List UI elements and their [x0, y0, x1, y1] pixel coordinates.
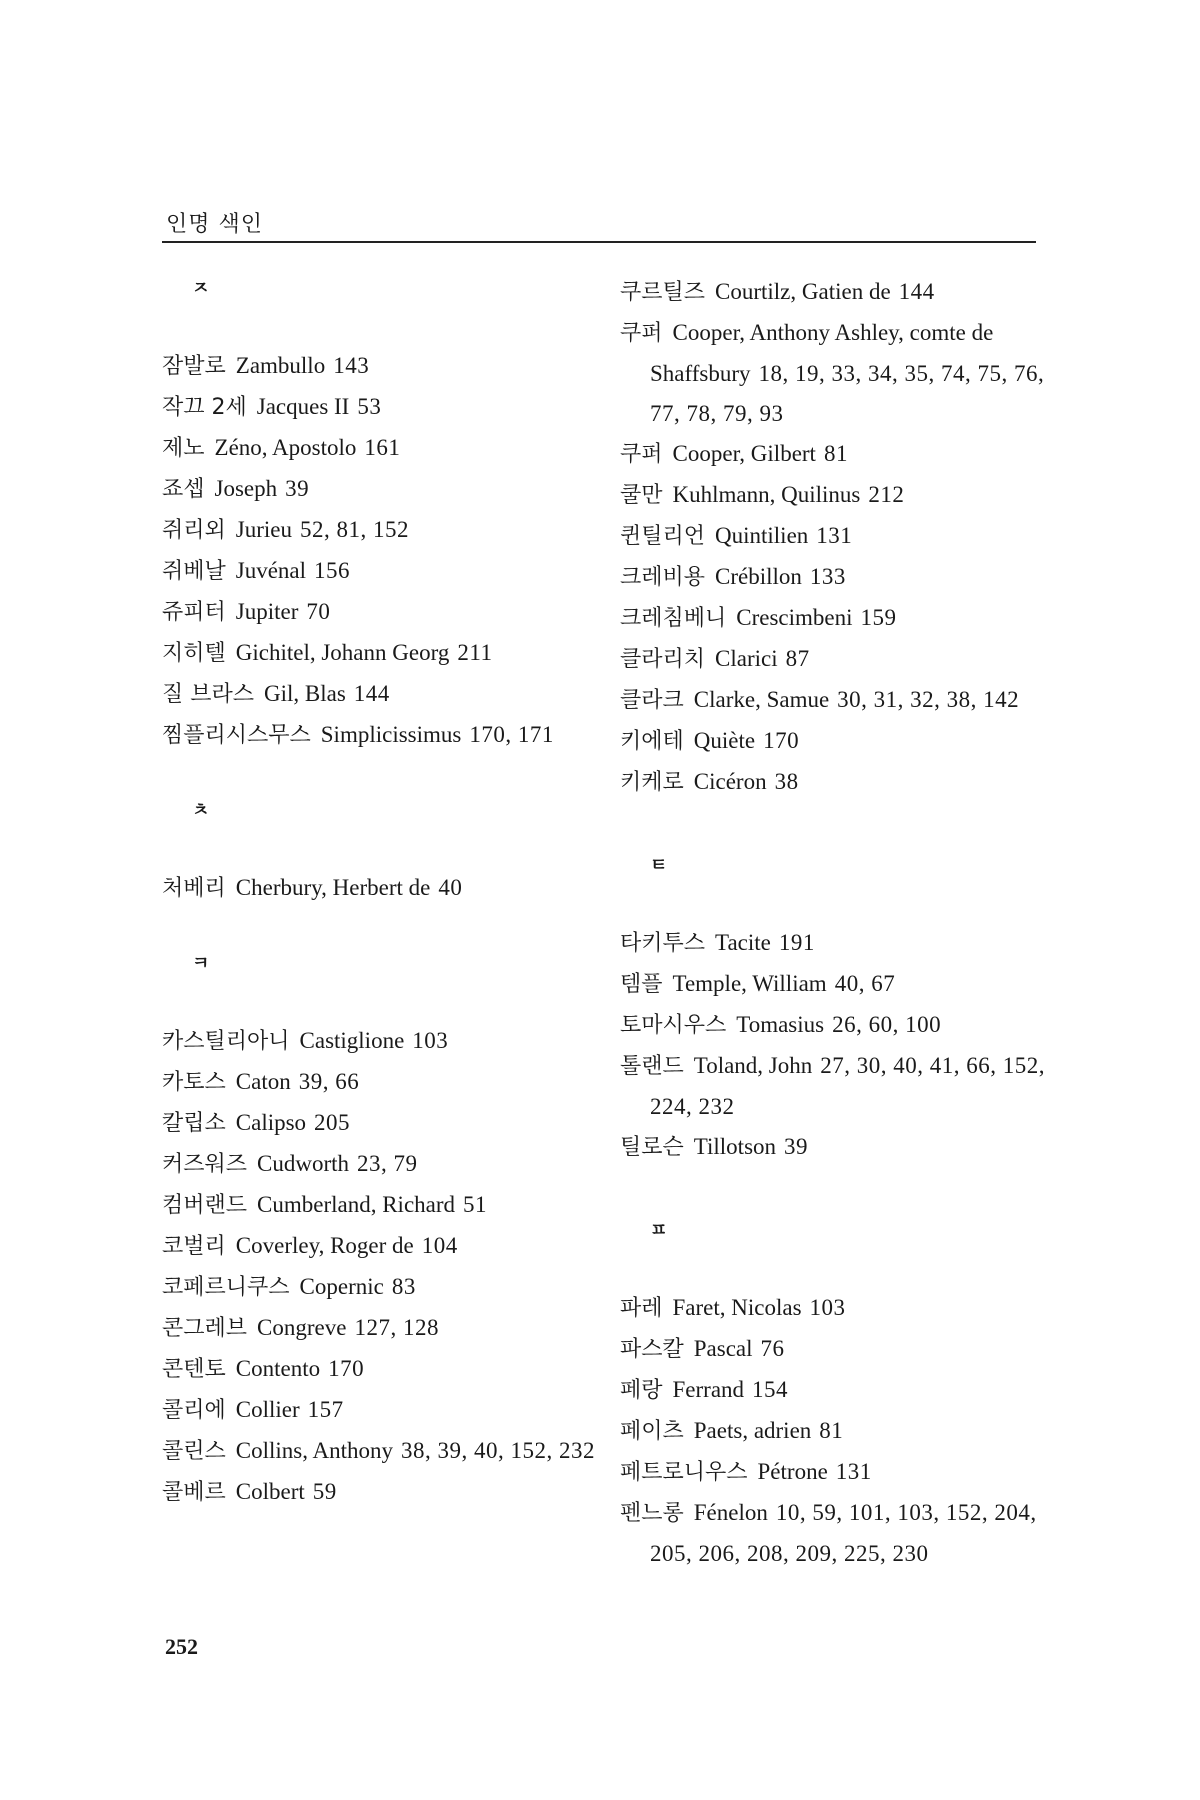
entry-korean-name: 콜린스: [162, 1439, 226, 1464]
entry-korean-name: 클라리치: [620, 647, 706, 672]
entry-original-name: Cooper, Anthony Ashley, comte de Shaffsbury: [650, 320, 994, 386]
index-entry: [162, 1390, 602, 1431]
section-letter: ㅊ: [192, 800, 210, 821]
index-entry: [162, 1021, 602, 1062]
entry-original-name: Cherbury, Herbert de: [235, 875, 431, 900]
index-entry: [620, 475, 1060, 516]
entry-page-refs: 59: [312, 1479, 337, 1504]
index-entry: [162, 346, 602, 387]
entry-page-refs: 30, 31, 32, 38, 142: [837, 687, 1020, 712]
entry-page-refs: 159: [860, 605, 897, 630]
index-entry: [162, 1185, 602, 1226]
entry-korean-name: 크레침베니: [620, 606, 727, 631]
entry-korean-name: 파스칼: [620, 1337, 684, 1362]
index-column-right: [620, 270, 1060, 1574]
entry-page-refs: 131: [816, 523, 853, 548]
index-entry: [162, 633, 602, 674]
entry-korean-name: 쿠르틸즈: [620, 280, 706, 305]
index-entry: [620, 313, 1060, 434]
entry-korean-name: 질 브라스: [162, 682, 255, 707]
entry-page-refs: 144: [353, 681, 390, 706]
entry-original-name: Pétrone: [757, 1459, 828, 1484]
entry-original-name: Crébillon: [715, 564, 802, 589]
entry-korean-name: 쥐리외: [162, 518, 226, 543]
index-entry: [620, 1329, 1060, 1370]
index-entry: [620, 1288, 1060, 1329]
entry-original-name: Joseph: [214, 476, 278, 501]
entry-original-name: Pascal: [693, 1336, 753, 1361]
entry-original-name: Kuhlmann, Quilinus: [672, 482, 861, 507]
entry-korean-name: 콜리에: [162, 1398, 226, 1423]
index-entry: [620, 639, 1060, 680]
entry-page-refs: 26, 60, 100: [832, 1012, 942, 1037]
index-entry: [162, 1062, 602, 1103]
header-rule: [162, 241, 1036, 243]
entry-korean-name: 작끄 2세: [162, 395, 247, 420]
index-entry: [162, 1431, 602, 1472]
index-entry: [162, 1226, 602, 1267]
index-section: [620, 272, 1060, 803]
index-entry: [162, 868, 602, 909]
entry-page-refs: 18, 19, 33, 34, 35, 74, 75, 76, 77, 78, 79, 93: [650, 361, 1045, 426]
entry-original-name: Clarke, Samue: [693, 687, 830, 712]
entry-korean-name: 코페르니쿠스: [162, 1275, 290, 1300]
entry-original-name: Copernic: [299, 1274, 384, 1299]
index-column-left: [162, 270, 602, 1513]
index-entry: [620, 1411, 1060, 1452]
entry-page-refs: 170: [763, 728, 800, 753]
index-entry: [620, 964, 1060, 1005]
entry-original-name: Clarici: [715, 646, 778, 671]
entry-page-refs: 170, 171: [469, 722, 554, 747]
entry-korean-name: 틸로슨: [620, 1135, 684, 1160]
entry-page-refs: 133: [809, 564, 846, 589]
entry-original-name: Coverley, Roger de: [235, 1233, 414, 1258]
entry-korean-name: 타키투스: [620, 931, 706, 956]
entry-original-name: Cicéron: [693, 769, 767, 794]
entry-page-refs: 154: [752, 1377, 789, 1402]
index-entry: [620, 762, 1060, 803]
entry-original-name: Paets, adrien: [693, 1418, 812, 1443]
index-entry: [162, 551, 602, 592]
entry-korean-name: 커즈워즈: [162, 1152, 248, 1177]
entry-original-name: Quintilien: [715, 523, 809, 548]
entry-page-refs: 81: [819, 1418, 844, 1443]
entry-page-refs: 87: [785, 646, 810, 671]
index-entry: [620, 923, 1060, 964]
index-section: [620, 1212, 1060, 1574]
entry-page-refs: 27, 30, 40, 41, 66, 152, 224, 232: [650, 1053, 1046, 1119]
entry-page-refs: 76: [760, 1336, 785, 1361]
entry-original-name: Castiglione: [299, 1028, 405, 1053]
entry-original-name: Courtilz, Gatien de: [715, 279, 891, 304]
entry-korean-name: 잠발로: [162, 354, 226, 379]
section-letter: ㅈ: [192, 278, 210, 299]
entry-page-refs: 205: [314, 1110, 351, 1135]
entry-page-refs: 161: [364, 435, 401, 460]
entry-korean-name: 카토스: [162, 1070, 226, 1095]
entry-page-refs: 40, 67: [834, 971, 896, 996]
index-entry: [162, 1472, 602, 1513]
entry-original-name: Gichitel, Johann Georg: [235, 640, 450, 665]
index-entry: [620, 516, 1060, 557]
entry-korean-name: 칼립소: [162, 1111, 226, 1136]
index-entry: [162, 1308, 602, 1349]
entry-page-refs: 103: [809, 1295, 846, 1320]
index-entry: [162, 715, 602, 756]
entry-korean-name: 지히텔: [162, 641, 226, 666]
entry-original-name: Temple, William: [672, 971, 827, 996]
entry-page-refs: 131: [835, 1459, 872, 1484]
index-section: [162, 945, 602, 1513]
entry-original-name: Calipso: [235, 1110, 307, 1135]
entry-korean-name: 크레비용: [620, 565, 706, 590]
entry-page-refs: 51: [463, 1192, 488, 1217]
entry-page-refs: 39: [784, 1134, 809, 1159]
entry-page-refs: 211: [457, 640, 493, 665]
entry-original-name: Collins, Anthony: [235, 1438, 393, 1463]
entry-page-refs: 127, 128: [354, 1315, 439, 1340]
index-entry: [162, 1267, 602, 1308]
entry-korean-name: 쿠퍼: [620, 321, 663, 346]
entry-original-name: Ferrand: [672, 1377, 745, 1402]
entry-korean-name: 죠셉: [162, 477, 205, 502]
entry-original-name: Cooper, Gilbert: [672, 441, 816, 466]
entry-page-refs: 157: [307, 1397, 344, 1422]
index-entry: [162, 1349, 602, 1390]
entry-original-name: Colbert: [235, 1479, 305, 1504]
entry-original-name: Tillotson: [693, 1134, 777, 1159]
index-entry: [620, 434, 1060, 475]
index-entry: [620, 557, 1060, 598]
entry-korean-name: 클라크: [620, 688, 684, 713]
entry-korean-name: 제노: [162, 436, 205, 461]
entry-page-refs: 143: [333, 353, 370, 378]
entry-page-refs: 144: [898, 279, 935, 304]
index-entry: [620, 1127, 1060, 1168]
entry-original-name: Jacques II: [256, 394, 350, 419]
entry-korean-name: 찜플리시스무스: [162, 723, 311, 748]
entry-original-name: Jupiter: [235, 599, 299, 624]
entry-original-name: Tacite: [715, 930, 771, 955]
entry-korean-name: 코벌리: [162, 1234, 226, 1259]
entry-page-refs: 103: [412, 1028, 449, 1053]
entry-page-refs: 70: [306, 599, 331, 624]
index-section: [620, 847, 1060, 1168]
entry-page-refs: 156: [314, 558, 351, 583]
entry-original-name: Zambullo: [235, 353, 326, 378]
entry-korean-name: 콘텐토: [162, 1357, 226, 1382]
entry-page-refs: 81: [823, 441, 848, 466]
index-entry: [620, 1452, 1060, 1493]
page-number: 252: [165, 1634, 198, 1659]
entry-original-name: Gil, Blas: [264, 681, 346, 706]
index-entry: [162, 1144, 602, 1185]
entry-original-name: Quiète: [693, 728, 756, 753]
entry-page-refs: 38: [774, 769, 799, 794]
index-entry: [620, 680, 1060, 721]
entry-original-name: Toland, John: [693, 1053, 813, 1078]
index-entry: [162, 469, 602, 510]
index-entry: [620, 272, 1060, 313]
index-entry: [620, 598, 1060, 639]
entry-korean-name: 쥬피터: [162, 600, 226, 625]
entry-korean-name: 콘그레브: [162, 1316, 248, 1341]
index-entry: [162, 510, 602, 551]
index-entry: [162, 428, 602, 469]
entry-original-name: Caton: [235, 1069, 291, 1094]
entry-original-name: Jurieu: [235, 517, 292, 542]
index-entry: [162, 1103, 602, 1144]
section-letter: ㅌ: [650, 855, 668, 876]
entry-original-name: Cudworth: [257, 1151, 350, 1176]
entry-korean-name: 키에테: [620, 729, 684, 754]
index-section: [162, 270, 602, 756]
entry-original-name: Zéno, Apostolo: [214, 435, 357, 460]
entry-original-name: Simplicissimus: [320, 722, 462, 747]
entry-korean-name: 쿠퍼: [620, 442, 663, 467]
section-letter: ㅋ: [192, 953, 210, 974]
entry-page-refs: 212: [868, 482, 905, 507]
entry-page-refs: 83: [391, 1274, 416, 1299]
entry-korean-name: 콜베르: [162, 1480, 226, 1505]
index-entry: [620, 1046, 1060, 1127]
index-section: [162, 792, 602, 909]
section-letter: ㅍ: [650, 1220, 668, 1241]
index-entry: [620, 1370, 1060, 1411]
entry-page-refs: 10, 59, 101, 103, 152, 204, 205, 206, 208, 209, 225, 230: [650, 1500, 1037, 1566]
entry-korean-name: 페트로니우스: [620, 1460, 748, 1485]
index-entry: [620, 721, 1060, 762]
entry-page-refs: 38, 39, 40, 152, 232: [400, 1438, 595, 1463]
entry-korean-name: 페랑: [620, 1378, 663, 1403]
entry-page-refs: 191: [778, 930, 815, 955]
entry-page-refs: 104: [421, 1233, 458, 1258]
entry-page-refs: 23, 79: [357, 1151, 418, 1176]
index-entry: [162, 592, 602, 633]
entry-original-name: Fénelon: [693, 1500, 768, 1525]
entry-korean-name: 펜느롱: [620, 1501, 684, 1526]
index-entry: [620, 1493, 1060, 1574]
entry-original-name: Collier: [235, 1397, 300, 1422]
entry-page-refs: 40: [438, 875, 463, 900]
entry-korean-name: 쥐베날: [162, 559, 226, 584]
entry-korean-name: 토마시우스: [620, 1013, 727, 1038]
entry-korean-name: 톨랜드: [620, 1054, 684, 1079]
entry-original-name: Juvénal: [235, 558, 307, 583]
index-entry: [162, 674, 602, 715]
entry-page-refs: 39, 66: [298, 1069, 360, 1094]
entry-page-refs: 39: [285, 476, 310, 501]
entry-page-refs: 170: [328, 1356, 365, 1381]
entry-original-name: Cumberland, Richard: [257, 1192, 456, 1217]
entry-page-refs: 52, 81, 152: [299, 517, 409, 542]
entry-original-name: Contento: [235, 1356, 321, 1381]
entry-original-name: Tomasius: [736, 1012, 825, 1037]
index-entry: [162, 387, 602, 428]
entry-korean-name: 컴버랜드: [162, 1193, 248, 1218]
entry-korean-name: 페이츠: [620, 1419, 684, 1444]
entry-korean-name: 카스틸리아니: [162, 1029, 290, 1054]
entry-korean-name: 키케로: [620, 770, 684, 795]
running-head: 인명 색인: [166, 212, 264, 237]
entry-page-refs: 53: [357, 394, 382, 419]
index-entry: [620, 1005, 1060, 1046]
entry-korean-name: 쿨만: [620, 483, 663, 508]
entry-korean-name: 처베리: [162, 876, 226, 901]
entry-original-name: Faret, Nicolas: [672, 1295, 802, 1320]
entry-original-name: Congreve: [257, 1315, 347, 1340]
entry-korean-name: 파레: [620, 1296, 663, 1321]
entry-original-name: Crescimbeni: [736, 605, 853, 630]
entry-korean-name: 템플: [620, 972, 663, 997]
entry-korean-name: 퀸틸리언: [620, 524, 706, 549]
